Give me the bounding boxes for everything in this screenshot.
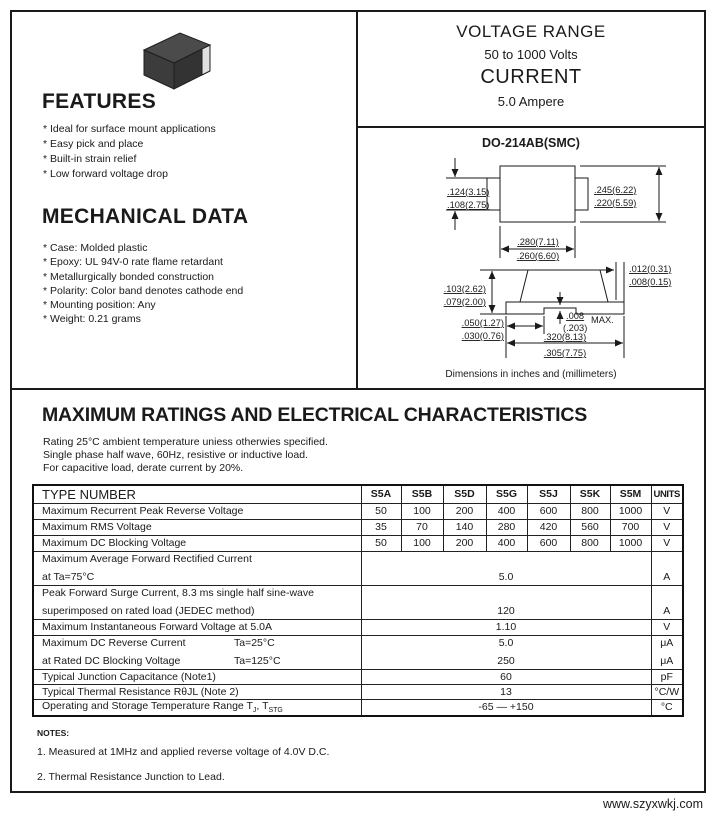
- cell-value: 400: [486, 503, 527, 519]
- mechanical-item: * Epoxy: UL 94V-0 rate flame retardant: [43, 256, 223, 269]
- cell-value: 560: [570, 519, 610, 535]
- cell-value: 140: [443, 519, 486, 535]
- dim-standoff-in: .008: [566, 311, 585, 321]
- mechanical-item: * Polarity: Color band denotes cathode end: [43, 284, 244, 297]
- table-row: [33, 619, 683, 635]
- col-header-s5b: S5B: [401, 485, 443, 503]
- table-row: [33, 551, 683, 585]
- features-panel: [10, 10, 358, 390]
- row-label: Operating and Storage Temperature Range $T_J$, $T_{STG}$: [33, 699, 361, 716]
- cell-value: 200: [443, 503, 486, 519]
- cell-value: 700: [610, 519, 651, 535]
- table-row: [33, 635, 683, 669]
- cell-unit: °C: [651, 699, 683, 716]
- dim-body-height-mm: .220(5.59): [594, 198, 637, 208]
- mechanical-data-list: [43, 241, 243, 327]
- table-header-row: [33, 485, 683, 503]
- cell-unit: °C/W: [651, 684, 683, 699]
- col-header-s5m: S5M: [610, 485, 651, 503]
- smd-diode-photo: [124, 26, 224, 96]
- units-header: UNITS: [651, 485, 683, 503]
- features-heading: FEATURES: [42, 90, 157, 113]
- test-condition: Ta=125°C: [234, 655, 281, 667]
- package-dimension-drawing: [358, 154, 706, 360]
- feature-item: * Low forward voltage drop: [43, 168, 168, 180]
- cell-value: 60: [361, 669, 651, 684]
- dim-body-width-in: .280(7.11): [517, 237, 559, 247]
- row-label: Typical Thermal Resistance RθJL (Note 2): [33, 684, 361, 699]
- package-outline-panel: [356, 126, 706, 390]
- dim-overall-width-in: .320(8.13): [543, 332, 587, 342]
- test-condition: Ta=25°C: [234, 637, 275, 649]
- cell-value: 100: [401, 535, 443, 551]
- section-title: MAXIMUM RATINGS AND ELECTRICAL CHARACTERISTICS: [42, 404, 588, 426]
- condition-line: Rating 25°C ambient temperature uniess otherwies specified.: [43, 436, 328, 448]
- cell-value: 1000: [610, 503, 651, 519]
- row-label: Maximum Recurrent Peak Reverse Voltage: [33, 503, 361, 519]
- col-header-s5d: S5D: [443, 485, 486, 503]
- mechanical-data-heading: MECHANICAL DATA: [42, 205, 249, 228]
- row-label: Maximum DC Blocking Voltage: [33, 535, 361, 551]
- type-number-header: TYPE NUMBER: [33, 485, 361, 503]
- table-row: [33, 585, 683, 619]
- feature-item: * Easy pick and place: [43, 138, 144, 150]
- cell-value: 70: [401, 519, 443, 535]
- table-row: [33, 503, 683, 519]
- cell-value: 1000: [610, 535, 651, 551]
- cell-value: 420: [527, 519, 570, 535]
- cell-value: 280: [486, 519, 527, 535]
- note-item: 2. Thermal Resistance Junction to Lead.: [37, 771, 225, 783]
- mechanical-item: * Case: Molded plastic: [43, 242, 148, 254]
- cell-unit: μA μA: [651, 635, 683, 669]
- dim-tab-height-in: .124(3.15): [447, 187, 490, 197]
- cell-unit: V: [651, 535, 683, 551]
- dim-foot-in: .050(1.27): [461, 318, 504, 328]
- test-conditions: [43, 436, 328, 475]
- current-value: 5.0 Ampere: [497, 94, 565, 109]
- voltage-range-value: 50 to 1000 Volts: [484, 47, 578, 62]
- package-name: DO-214AB(SMC): [482, 136, 580, 150]
- mechanical-item: * Weight: 0.21 grams: [43, 313, 141, 326]
- mechanical-item: * Metallurgically bonded construction: [43, 270, 215, 283]
- feature-item: * Ideal for surface mount applications: [43, 123, 216, 135]
- cell-value: 120: [361, 585, 651, 619]
- col-header-s5k: S5K: [570, 485, 610, 503]
- row-label: Maximum RMS Voltage: [33, 519, 361, 535]
- notes-heading: NOTES:: [37, 728, 70, 738]
- cell-value: 1.10: [361, 619, 651, 635]
- cell-value: 600: [527, 503, 570, 519]
- row-label-line1: Maximum Average Forward Rectified Current: [42, 553, 252, 565]
- cell-unit: pF: [651, 669, 683, 684]
- table-row: [33, 699, 683, 716]
- package-side-view: [480, 262, 624, 358]
- cell-value: 200: [443, 535, 486, 551]
- ratings-table: [32, 484, 684, 717]
- dim-overall-width-mm: .305(7.75): [543, 348, 587, 358]
- voltage-range-label: VOLTAGE RANGE: [456, 22, 606, 41]
- dim-standoff-mm: (.203): [563, 323, 588, 333]
- row-label-line2: superimposed on rated load (JEDEC method): [42, 605, 255, 617]
- col-header-s5a: S5A: [361, 485, 401, 503]
- cell-value: 800: [570, 503, 610, 519]
- dim-lead-thickness-mm: .008(0.15): [629, 277, 672, 287]
- table-row: [33, 669, 683, 684]
- website-url: www.szyxwkj.com: [602, 797, 703, 811]
- row-label: [33, 635, 361, 669]
- cell-unit: A: [651, 551, 683, 585]
- table-row: [33, 535, 683, 551]
- cell-unit: A: [651, 585, 683, 619]
- cell-value: 5.0 250: [361, 635, 651, 669]
- table-row: [33, 519, 683, 535]
- dim-lead-thickness-in: .012(0.31): [629, 264, 672, 274]
- cell-value: 35: [361, 519, 401, 535]
- col-header-s5g: S5G: [486, 485, 527, 503]
- dim-standoff-max: MAX.: [591, 315, 614, 325]
- row-label-line2: at Ta=75°C: [42, 571, 95, 583]
- cell-value: 400: [486, 535, 527, 551]
- cell-value: 800: [570, 535, 610, 551]
- dim-tab-height-mm: .108(2.75): [447, 200, 490, 210]
- dimensions-caption: Dimensions in inches and (millimeters): [445, 369, 617, 380]
- row-label-line1: Peak Forward Surge Current, 8.3 ms single half sine-wave: [42, 587, 314, 599]
- dim-body-width-mm: .260(6.60): [516, 251, 560, 261]
- table-row: [33, 684, 683, 699]
- cell-value: 50: [361, 503, 401, 519]
- cell-value: 100: [401, 503, 443, 519]
- mechanical-item: * Mounting position: Any: [43, 299, 156, 312]
- cell-value: 5.0: [361, 551, 651, 585]
- col-header-s5j: S5J: [527, 485, 570, 503]
- feature-item: * Built-in strain relief: [43, 153, 137, 165]
- cell-value: 50: [361, 535, 401, 551]
- row-label-line2: at Rated DC Blocking Voltage Ta=125°C: [42, 655, 281, 667]
- condition-line: Single phase half wave, 60Hz, resistive or inductive load.: [43, 449, 308, 461]
- cell-value: 600: [527, 535, 570, 551]
- ratings-summary-panel: [356, 10, 706, 128]
- cell-unit: V: [651, 503, 683, 519]
- dim-foot-mm: .030(0.76): [461, 331, 504, 341]
- row-label-line1: Maximum DC Reverse Current Ta=25°C: [42, 637, 275, 649]
- maximum-ratings-panel: [10, 388, 706, 793]
- current-label: CURRENT: [480, 66, 582, 88]
- note-item: 1. Measured at 1MHz and applied reverse voltage of 4.0V D.C.: [37, 746, 330, 758]
- cell-unit: V: [651, 519, 683, 535]
- condition-line: For capacitive load, derate current by 20%.: [43, 462, 244, 474]
- dim-body-height-in: .245(6.22): [594, 185, 637, 195]
- cell-value: -65 — +150: [361, 699, 651, 716]
- dim-height-mm: .079(2.00): [443, 297, 486, 307]
- features-list: [43, 122, 216, 182]
- row-label: Maximum Instantaneous Forward Voltage at 5.0A: [33, 619, 361, 635]
- cell-unit: V: [651, 619, 683, 635]
- row-label: Typical Junction Capacitance (Note1): [33, 669, 361, 684]
- dim-height-in: .103(2.62): [443, 284, 486, 294]
- row-label: [33, 551, 361, 585]
- row-label: [33, 585, 361, 619]
- cell-value: 13: [361, 684, 651, 699]
